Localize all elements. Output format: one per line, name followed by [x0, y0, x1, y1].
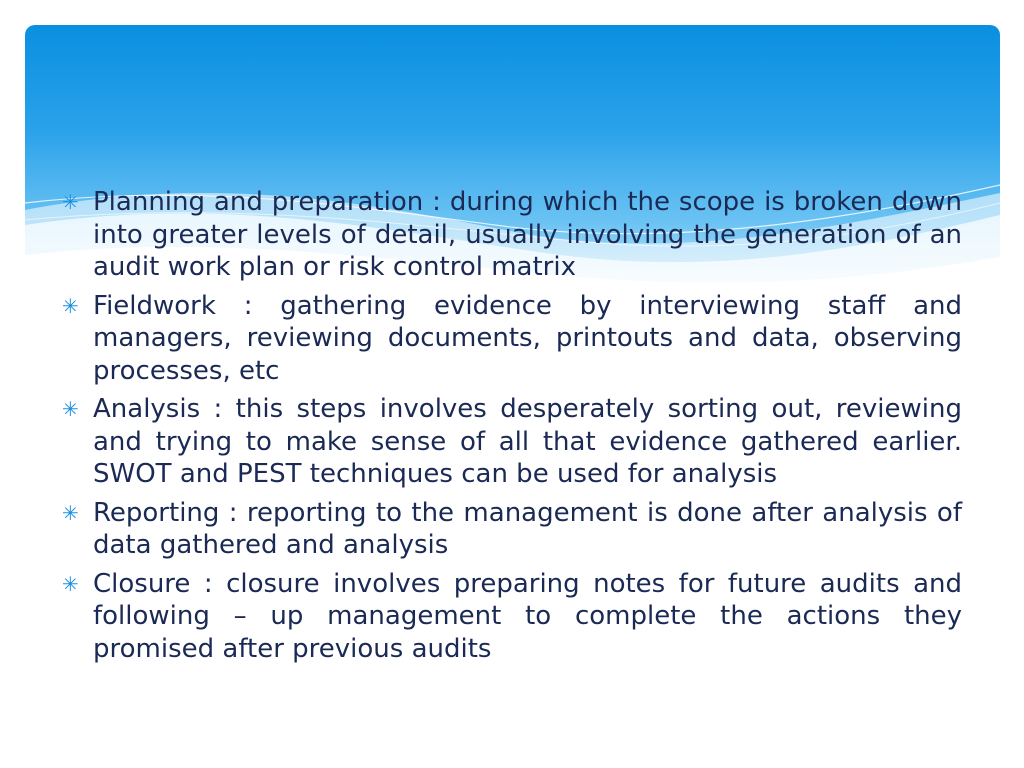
bullet-text: Analysis : this steps involves desperately sorting out, reviewing and trying to make sense of all that evidence gathered earlier. SWOT and PEST techniques can be used for analysis: [93, 394, 962, 489]
bullet-item-fieldwork: [62, 290, 962, 388]
asterisk-icon: ✳: [62, 293, 79, 318]
bullet-text: Planning and preparation : during which the scope is broken down into greater levels of detail, usually involving the generation of an audit work plan or risk control matrix: [93, 187, 962, 282]
bullet-text: Reporting : reporting to the management is done after analysis of data gathered and analysis: [93, 497, 962, 560]
bullet-item-analysis: [62, 393, 962, 491]
asterisk-icon: ✳: [62, 397, 79, 421]
bullet-item-closure: [62, 568, 962, 666]
bullet-text: Closure : closure involves preparing notes for future audits and following – up management to complete the actions they promised after previous audits: [93, 568, 962, 664]
asterisk-icon: ✳: [62, 571, 79, 596]
bullet-text: Fieldwork : gathering evidence by interviewing staff and managers, reviewing documents, printouts and data, observing processes, etc: [93, 290, 962, 386]
bullet-item-reporting: [62, 497, 962, 562]
asterisk-icon: ✳: [62, 190, 79, 214]
asterisk-icon: ✳: [62, 500, 79, 525]
bullet-item-planning: [62, 186, 962, 284]
bullet-list: [62, 186, 962, 671]
